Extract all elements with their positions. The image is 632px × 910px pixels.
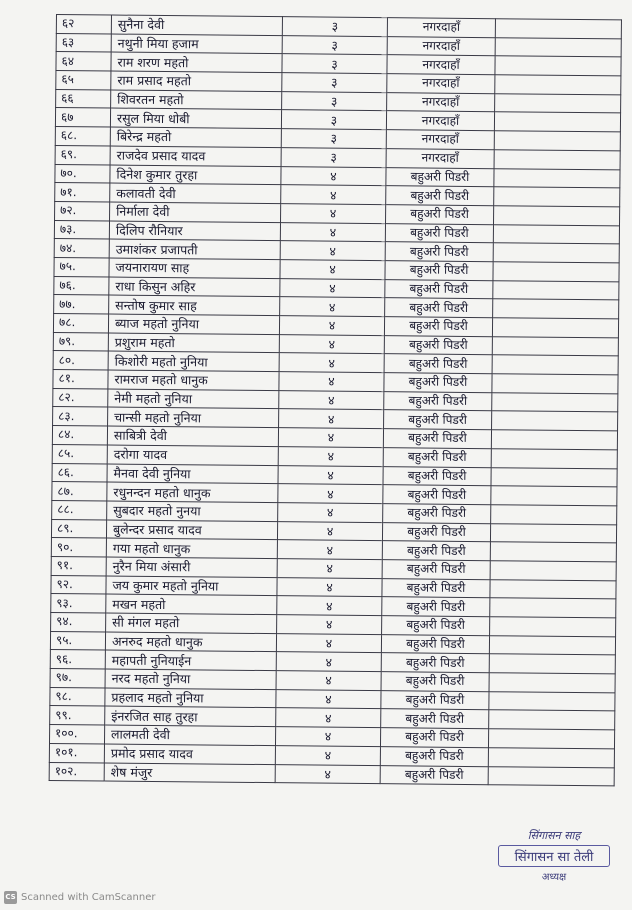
name-cell: राम प्रसाद महतो (111, 71, 282, 91)
place-cell: बहुअरी पिडरी (382, 560, 490, 580)
place-cell: बहुअरी पिडरी (381, 672, 489, 692)
empty-cell (491, 430, 617, 450)
place-cell: बहुअरी पिडरी (380, 746, 488, 766)
camscanner-icon: CS (4, 891, 17, 904)
ward-cell: ३ (282, 54, 387, 74)
serial-number-cell: ६२ (56, 15, 111, 34)
ward-cell: ४ (275, 764, 380, 784)
empty-cell (490, 523, 616, 543)
serial-number-cell: ८४. (52, 426, 107, 445)
ward-cell: ३ (282, 17, 387, 37)
name-cell: मखन महतो (106, 594, 277, 614)
serial-number-cell: ७३. (54, 220, 109, 239)
serial-number-cell: १०२. (49, 762, 104, 781)
ward-cell: ४ (278, 428, 383, 448)
name-cell: अनरुद महतो धानुक (105, 632, 276, 652)
place-cell: बहुअरी पिडरी (382, 616, 490, 636)
serial-number-cell: ६७ (55, 108, 110, 127)
empty-cell (490, 561, 616, 581)
name-cell: बिरेन्द्र महतो (110, 127, 281, 147)
ward-cell: ४ (275, 727, 380, 747)
name-cell: सुनैना देवी (111, 15, 282, 35)
stamp-title: अध्यक्ष (541, 872, 567, 883)
document-sheet (49, 14, 621, 787)
empty-cell (488, 766, 614, 786)
serial-number-cell: ८०. (53, 351, 108, 370)
serial-number-cell: ६९. (55, 145, 110, 164)
place-cell: बहुअरी पिडरी (385, 242, 493, 262)
empty-cell (490, 542, 616, 562)
place-cell: बहुअरी पिडरी (382, 522, 490, 542)
serial-number-cell: ९१. (51, 556, 106, 575)
empty-cell (493, 224, 619, 244)
name-cell: लालमती देवी (104, 725, 275, 745)
name-cell: नेमी महतो नुनिया (108, 389, 279, 409)
ward-cell: ४ (277, 596, 382, 616)
place-cell: नगरदाहाँ (386, 130, 494, 150)
name-cell: रधुनन्दन महतो धानुक (107, 482, 278, 502)
ward-cell: ४ (277, 540, 382, 560)
serial-number-cell: ८२. (53, 388, 108, 407)
ward-cell: ४ (277, 521, 382, 541)
name-cell: किशोरी महतो नुनिया (108, 351, 279, 371)
serial-number-cell: ६६ (56, 89, 111, 108)
empty-cell (495, 56, 621, 76)
serial-number-cell: ७५. (54, 257, 109, 276)
ward-cell: ४ (280, 260, 385, 280)
name-cell: कलावती देवी (110, 183, 281, 203)
place-cell: बहुअरी पिडरी (384, 335, 492, 355)
place-cell: नगरदाहाँ (386, 111, 494, 131)
ward-cell: ४ (276, 708, 381, 728)
serial-number-cell: ६४ (56, 52, 111, 71)
ward-cell: ४ (276, 652, 381, 672)
name-cell: महापती नुनियाईन (105, 650, 276, 670)
serial-number-cell: ९२. (51, 575, 106, 594)
serial-number-cell: ७७. (54, 295, 109, 314)
empty-cell (495, 75, 621, 95)
serial-number-cell: ८५. (52, 444, 107, 463)
serial-number-cell: ६३ (56, 33, 111, 52)
empty-cell (492, 318, 618, 338)
serial-number-cell: ६५ (56, 71, 111, 90)
place-cell: बहुअरी पिडरी (382, 578, 490, 598)
name-cell: सन्तोष कुमार साह (109, 295, 280, 315)
serial-number-cell: ८७. (52, 482, 107, 501)
empty-cell (492, 355, 618, 375)
place-cell: बहुअरी पिडरी (384, 410, 492, 430)
place-cell: बहुअरी पिडरी (383, 447, 491, 467)
name-cell: चान्सी महतो नुनिया (108, 407, 279, 427)
place-cell: नगरदाहाँ (386, 148, 494, 168)
signature-stamp (498, 824, 610, 886)
ward-cell: ४ (280, 222, 385, 242)
place-cell: नगरदाहाँ (387, 74, 495, 94)
name-cell: राजदेव प्रसाद यादव (110, 146, 281, 166)
place-cell: बहुअरी पिडरी (385, 298, 493, 318)
empty-cell (488, 729, 614, 749)
name-cell: नुरैन मिया अंसारी (106, 557, 277, 577)
place-cell: नगरदाहाँ (387, 18, 495, 38)
place-cell: बहुअरी पिडरी (383, 504, 491, 524)
name-cell: नरद महतो नुनिया (105, 669, 276, 689)
ward-cell: ४ (276, 671, 381, 691)
serial-number-cell: ७२. (55, 201, 110, 220)
empty-cell (494, 168, 620, 188)
empty-cell (493, 299, 619, 319)
empty-cell (489, 691, 615, 711)
place-cell: बहुअरी पिडरी (386, 186, 494, 206)
name-cell: प्रमोद प्रसाद यादव (104, 744, 275, 764)
empty-cell (493, 280, 619, 300)
serial-number-cell: ८३. (53, 407, 108, 426)
name-cell: नथुनी मिया हजाम (111, 34, 282, 54)
empty-cell (492, 374, 618, 394)
name-cell: प्रशुराम महतो (108, 333, 279, 353)
serial-number-cell: ८१. (53, 370, 108, 389)
serial-number-cell: ७०. (55, 164, 110, 183)
place-cell: नगरदाहाँ (387, 55, 495, 75)
ward-cell: ३ (281, 129, 386, 149)
name-cell: गया महतो धानुक (106, 538, 277, 558)
serial-number-cell: ७८. (53, 313, 108, 332)
stamp-name: सिंगासन सा तेली (498, 845, 610, 867)
place-cell: बहुअरी पिडरी (385, 279, 493, 299)
empty-cell (495, 93, 621, 113)
name-cell: दिलिप रौनियार (109, 221, 280, 241)
empty-cell (492, 336, 618, 356)
name-cell: जयनारायण साह (109, 258, 280, 278)
name-cell: प्रहलाद महतो नुनिया (105, 688, 276, 708)
place-cell: नगरदाहाँ (387, 36, 495, 56)
handwritten-signature: सिंगासन साह (527, 829, 581, 842)
serial-number-cell: ७९. (53, 332, 108, 351)
empty-cell (491, 467, 617, 487)
name-cell: साबित्री देवी (107, 426, 278, 446)
place-cell: बहुअरी पिडरी (386, 205, 494, 225)
empty-cell (492, 411, 618, 431)
empty-cell (493, 262, 619, 282)
ward-cell: ४ (277, 577, 382, 597)
place-cell: बहुअरी पिडरी (381, 653, 489, 673)
table-body (49, 15, 621, 787)
empty-cell (490, 579, 616, 599)
ward-cell: ४ (278, 484, 383, 504)
place-cell: बहुअरी पिडरी (383, 466, 491, 486)
name-cell: इंनरजित साह तुरहा (105, 706, 276, 726)
place-cell: बहुअरी पिडरी (381, 709, 489, 729)
place-cell: बहुअरी पिडरी (384, 354, 492, 374)
ward-cell: ३ (281, 147, 386, 167)
name-cell: ब्याज महतो नुनिया (108, 314, 279, 334)
watermark-text: Scanned with CamScanner (21, 892, 156, 903)
ward-cell: ४ (278, 446, 383, 466)
serial-number-cell: ९४. (51, 612, 106, 631)
empty-cell (489, 673, 615, 693)
serial-number-cell: ८६. (52, 463, 107, 482)
name-cell: दिनेश कुमार तुरहा (110, 165, 281, 185)
empty-cell (494, 187, 620, 207)
empty-cell (493, 243, 619, 263)
empty-cell (489, 654, 615, 674)
serial-number-cell: ८८. (52, 500, 107, 519)
name-cell: शिवरतन महतो (111, 90, 282, 110)
place-cell: बहुअरी पिडरी (382, 597, 490, 617)
name-cell: सुबदार महतो नुनया (107, 501, 278, 521)
ward-cell: ४ (279, 353, 384, 373)
name-cell: जय कुमार महतो नुनिया (106, 576, 277, 596)
serial-number-cell: ६८. (55, 127, 110, 146)
name-cell: रामराज महतो धानुक (108, 370, 279, 390)
place-cell: बहुअरी पिडरी (384, 317, 492, 337)
empty-cell (495, 19, 621, 39)
ward-cell: ४ (275, 745, 380, 765)
place-cell: बहुअरी पिडरी (383, 485, 491, 505)
ward-cell: ४ (277, 559, 382, 579)
ward-cell: ४ (279, 334, 384, 354)
empty-cell (494, 112, 620, 132)
ward-cell: ४ (281, 185, 386, 205)
serial-number-cell: ९०. (51, 538, 106, 557)
place-cell: बहुअरी पिडरी (384, 391, 492, 411)
serial-number-cell: १००. (49, 725, 104, 744)
ward-cell: ४ (279, 316, 384, 336)
serial-number-cell: ९९. (50, 706, 105, 725)
ward-cell: ४ (281, 166, 386, 186)
ward-cell: ४ (276, 633, 381, 653)
ward-cell: ४ (280, 241, 385, 261)
ward-cell: ४ (280, 297, 385, 317)
beneficiary-table (49, 14, 622, 787)
empty-cell (490, 617, 616, 637)
serial-number-cell: ७१. (55, 183, 110, 202)
empty-cell (490, 598, 616, 618)
name-cell: बुलेन्दर प्रसाद यादव (106, 520, 277, 540)
ward-cell: ४ (280, 278, 385, 298)
empty-cell (488, 747, 614, 767)
ward-cell: ४ (279, 390, 384, 410)
name-cell: राधा किसुन अहिर (109, 277, 280, 297)
place-cell: बहुअरी पिडरी (382, 541, 490, 561)
name-cell: शेष मंजुर (104, 762, 275, 782)
place-cell: बहुअरी पिडरी (381, 634, 489, 654)
serial-number-cell: ७४. (54, 239, 109, 258)
name-cell: निर्माला देवी (110, 202, 281, 222)
serial-number-cell: ९३. (51, 594, 106, 613)
serial-number-cell: ९८. (50, 687, 105, 706)
name-cell: मैनवा देवी नुनिया (107, 464, 278, 484)
place-cell: नगरदाहाँ (387, 92, 495, 112)
empty-cell (491, 505, 617, 525)
ward-cell: ४ (279, 409, 384, 429)
empty-cell (494, 131, 620, 151)
name-cell: राम शरण महतो (111, 52, 282, 72)
place-cell: बहुअरी पिडरी (386, 167, 494, 187)
ward-cell: ४ (278, 465, 383, 485)
ward-cell: ४ (276, 689, 381, 709)
serial-number-cell: १०१. (49, 743, 104, 762)
serial-number-cell: ९६. (50, 650, 105, 669)
name-cell: दरोगा यादव (107, 445, 278, 465)
serial-number-cell: ७६. (54, 276, 109, 295)
ward-cell: ४ (277, 615, 382, 635)
ward-cell: ४ (278, 503, 383, 523)
place-cell: बहुअरी पिडरी (385, 261, 493, 281)
ward-cell: ३ (282, 73, 387, 93)
name-cell: रसुल मिया धोबी (110, 108, 281, 128)
serial-number-cell: ९७. (50, 669, 105, 688)
place-cell: बहुअरी पिडरी (380, 765, 488, 785)
place-cell: बहुअरी पिडरी (381, 690, 489, 710)
place-cell: बहुअरी पिडरी (380, 728, 488, 748)
empty-cell (491, 449, 617, 469)
serial-number-cell: ८९. (51, 519, 106, 538)
empty-cell (495, 37, 621, 57)
place-cell: बहुअरी पिडरी (383, 429, 491, 449)
empty-cell (491, 486, 617, 506)
ward-cell: ३ (281, 110, 386, 130)
serial-number-cell: ९५. (50, 631, 105, 650)
ward-cell: ४ (281, 204, 386, 224)
empty-cell (492, 392, 618, 412)
name-cell: उमाशंकर प्रजापती (109, 239, 280, 259)
ward-cell: ४ (279, 372, 384, 392)
empty-cell (494, 206, 620, 226)
place-cell: बहुअरी पिडरी (385, 223, 493, 243)
scanner-watermark (4, 891, 156, 904)
ward-cell: ३ (282, 91, 387, 111)
name-cell: सी मंगल महतो (106, 613, 277, 633)
empty-cell (489, 635, 615, 655)
empty-cell (494, 150, 620, 170)
empty-cell (489, 710, 615, 730)
ward-cell: ३ (282, 35, 387, 55)
place-cell: बहुअरी पिडरी (384, 373, 492, 393)
